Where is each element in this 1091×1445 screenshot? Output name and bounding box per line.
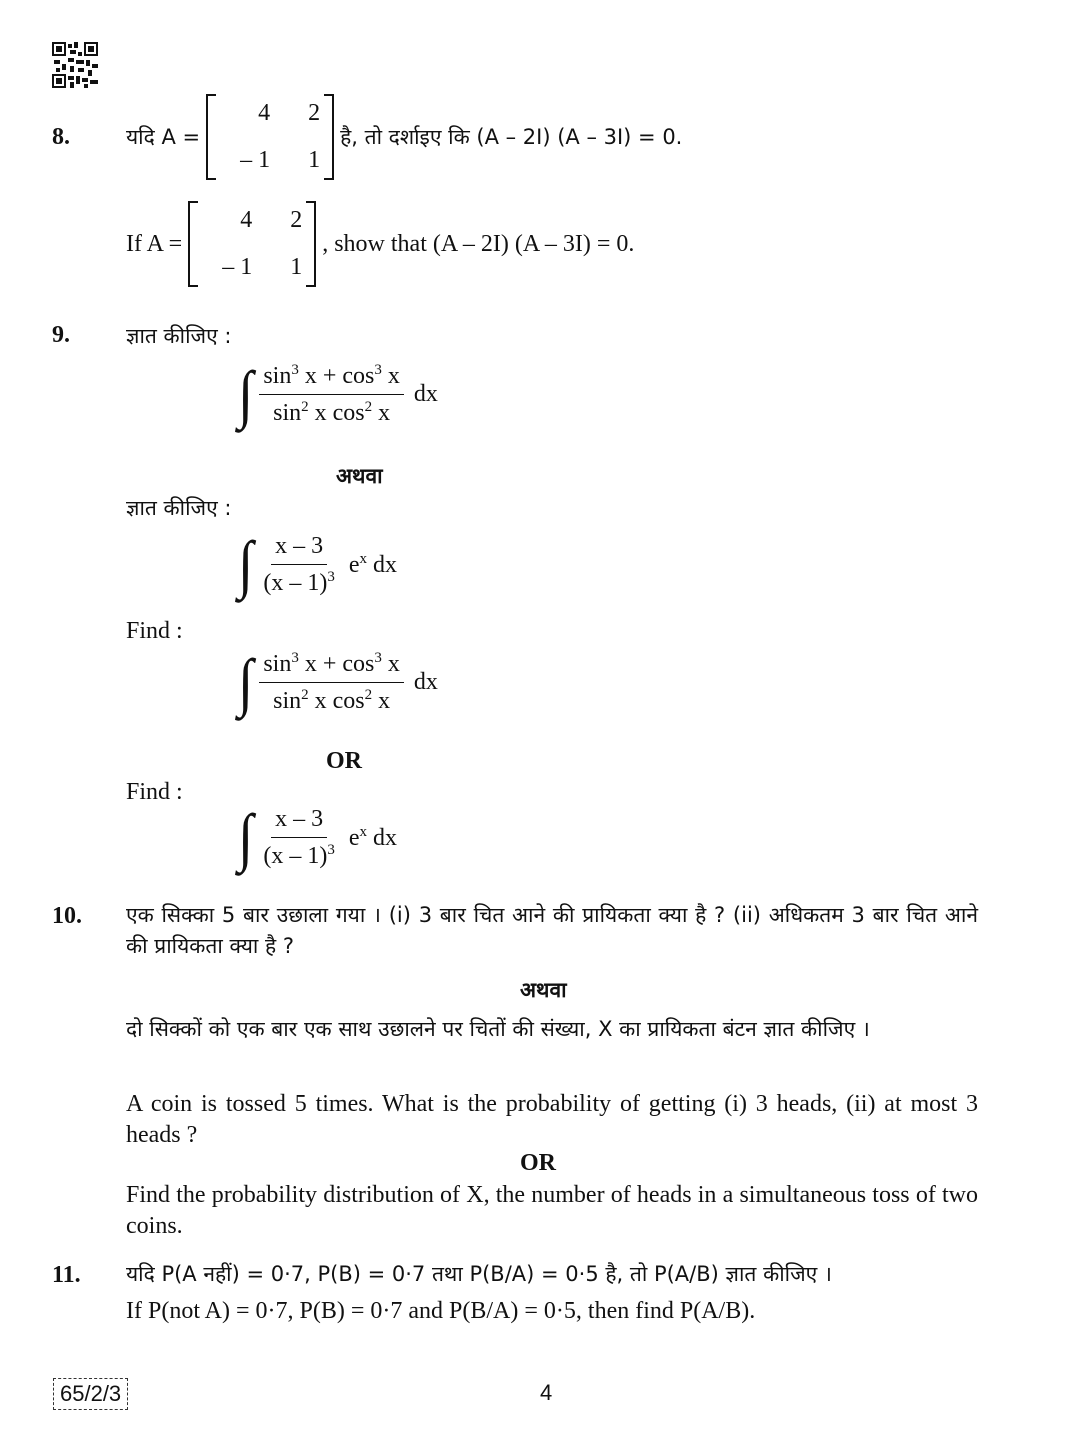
matrix-cell: – 1 xyxy=(240,147,271,173)
q8-hindi-line xyxy=(126,94,682,180)
q10-english-or-text: Find the probability distribution of X, the number of heads in a simultaneous toss of two coins. xyxy=(126,1182,978,1239)
matrix-cell: 1 xyxy=(290,254,303,280)
integral-exp-english: ∫ $\frac{x - 3}{(x - 1)^3}$ $e^x$ dx xyxy=(238,802,397,874)
q8-english-suffix: , show that (A – 2I) (A – 3I) = 0. xyxy=(322,230,635,257)
question-number-9: 9. xyxy=(52,322,70,348)
find-label-hindi: ज्ञात कीजिए : xyxy=(126,324,232,348)
q8-english-prefix: If A = xyxy=(126,230,183,257)
matrix-a-hindi xyxy=(206,94,334,180)
q8-english-line xyxy=(126,201,634,287)
matrix-a-english xyxy=(188,201,316,287)
find-label-hindi: ज्ञात कीजिए : xyxy=(126,496,232,520)
integral-sign: ∫ xyxy=(238,646,254,719)
find-label-english: Find : xyxy=(126,618,183,644)
page-number: 4 xyxy=(540,1380,553,1405)
question-number-10: 10. xyxy=(52,903,82,929)
matrix-cell: 2 xyxy=(290,207,303,233)
integral-sign: ∫ xyxy=(238,529,254,601)
find-label-english: Find : xyxy=(126,779,183,805)
q10-hindi-or-text: दो सिक्कों को एक बार एक साथ उछालने पर चितों की संख्या, X का प्रायिकता बंटन ज्ञात कीजिए । xyxy=(126,1017,870,1041)
integral-sign: ∫ xyxy=(238,802,254,874)
or-label-english: OR xyxy=(520,1150,556,1176)
integral-sign: ∫ xyxy=(238,358,254,431)
integral-trig-hindi: ∫ $\frac{\sin^3 x + \cos^3 x}{\sin^2 x \cos^2 x}$ dx xyxy=(238,358,438,431)
matrix-cell: – 1 xyxy=(222,254,253,280)
qr-code xyxy=(52,42,98,88)
matrix-cell: 4 xyxy=(258,100,271,126)
or-label-english: OR xyxy=(326,748,362,774)
paper-code: 65/2/3 xyxy=(53,1378,128,1410)
integral-exp-hindi: ∫ $\frac{x - 3}{(x - 1)^3}$ $e^x$ dx xyxy=(238,529,397,601)
q10-hindi-text: एक सिक्का 5 बार उछाला गया । (i) 3 बार चित आने की प्रायिकता क्या है ? (ii) अधिकतम 3 बार चित आने की प्रायिकता क्या है ? xyxy=(126,903,978,958)
or-label-hindi: अथवा xyxy=(520,978,567,1002)
integral-trig-english: ∫ $\frac{\sin^3 x + \cos^3 x}{\sin^2 x \cos^2 x}$ dx xyxy=(238,646,438,719)
matrix-cell: 1 xyxy=(308,147,321,173)
q11-hindi-text: यदि P(A नहीं) = 0·7, P(B) = 0·7 तथा P(B/A) = 0·5 है, तो P(A/B) ज्ञात कीजिए । xyxy=(126,1262,832,1286)
q11-english-text: If P(not A) = 0·7, P(B) = 0·7 and P(B/A) = 0·5, then find P(A/B). xyxy=(126,1298,756,1324)
q8-hindi-prefix: यदि A = xyxy=(126,125,201,149)
q10-english-text: A coin is tossed 5 times. What is the probability of getting (i) 3 heads, (ii) at most 3 heads ? xyxy=(126,1091,978,1148)
matrix-cell: 2 xyxy=(308,100,321,126)
matrix-cell: 4 xyxy=(240,207,253,233)
q8-hindi-suffix: है, तो दर्शाइए कि (A – 2I) (A – 3I) = 0. xyxy=(340,125,683,149)
or-label-hindi: अथवा xyxy=(336,464,383,488)
question-number-8: 8. xyxy=(52,124,70,150)
question-number-11: 11. xyxy=(52,1262,81,1288)
